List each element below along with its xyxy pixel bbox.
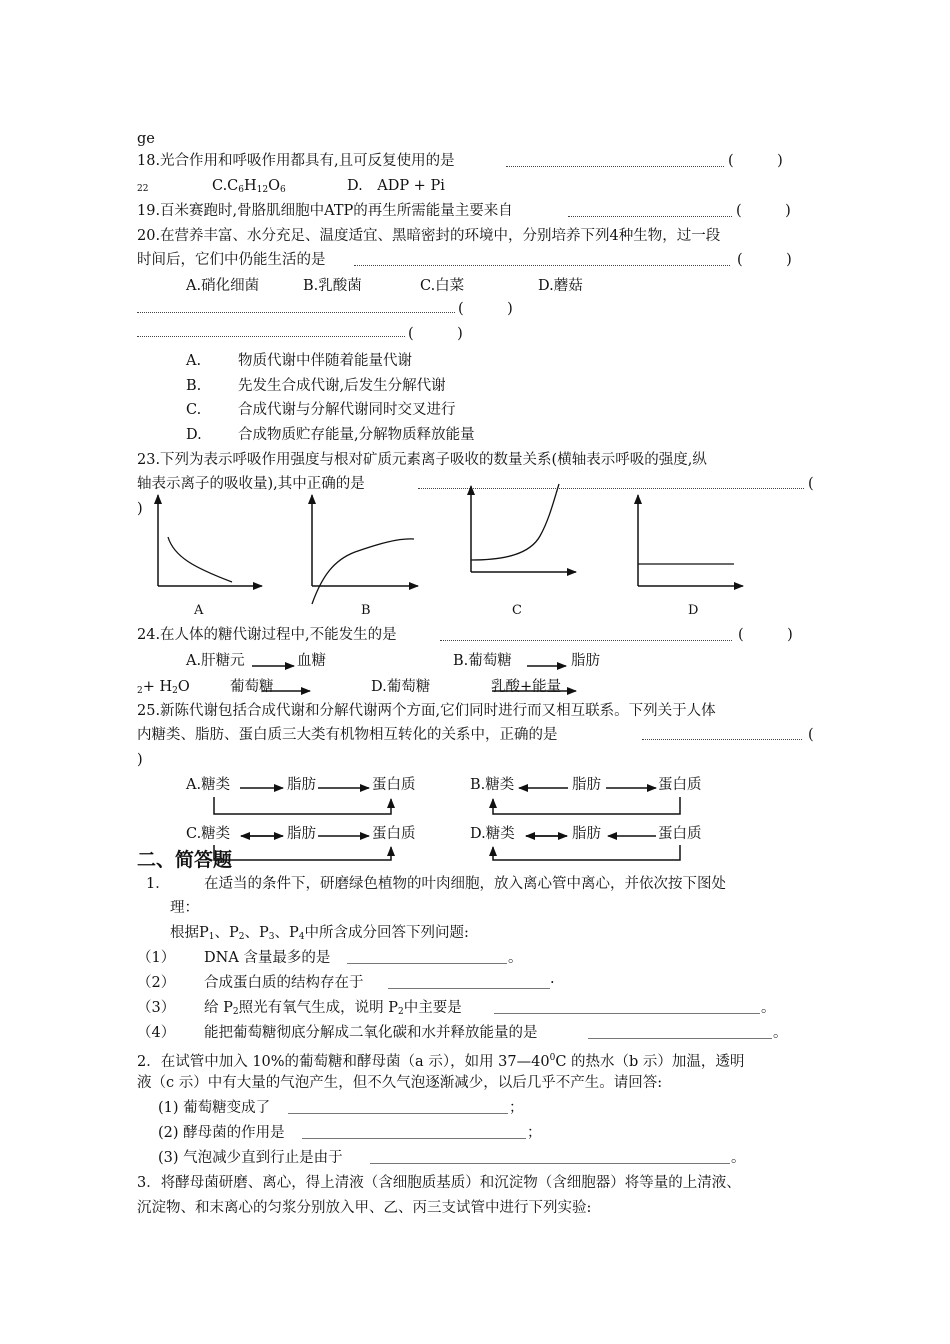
s1-item1-period: 。 [508,950,523,966]
s2-item3-end: 。 [731,1150,746,1166]
q23-graph-b [312,495,418,604]
q22-option-d-label: D. [186,427,202,443]
s1-question-line2: 理： [170,900,199,916]
q18-question: 18.光合作用和呼吸作用都具有,且可反复使用的是 [137,153,455,169]
q22-option-b-label: B. [186,378,202,394]
q23-paren-open: ( [808,476,814,492]
q25-b-fat: 脂肪 [572,777,601,793]
q20-question-line1: 20.在营养丰富、水分充足、温度适宜、黑暗密封的环境中，分别培养下列4种生物，过一段 [137,228,721,244]
q22-option-c-text: 合成代谢与分解代谢同时交叉进行 [238,402,456,418]
q25-b-carbohydrate: B.糖类 [470,777,515,793]
q24-option-c-to: 葡萄糖 [230,679,274,695]
s1-intro: 根据$P_1$、$P_2$、$P_3$、$P_4$中所含成分回答下列问题: [170,925,469,942]
q25-question-line2: 内糖类、脂肪、蛋白质三大类有机物相互转化的关系中，正确的是 [137,727,558,743]
q24-answer-paren: ( ) [738,627,793,643]
q23-graph-label-c: C [512,603,522,618]
q23-graph-a [158,495,262,586]
s2-item3-blank[interactable] [370,1163,730,1164]
s2-question-line2: 液（c 示）中有大量的气泡产生，但不久气泡逐渐减少，以后几乎不产生。请回答: [137,1075,663,1091]
q24-option-b-to: 脂肪 [571,653,600,669]
q24-option-a-from: A.肝糖元 [186,653,245,669]
q25-b-protein: 蛋白质 [658,777,702,793]
q23-graph-d [638,495,743,586]
q22-option-c-label: C. [186,402,202,418]
s2-item3-text: (3) 气泡减少直到行止是由于 [158,1150,343,1166]
q25-c-protein: 蛋白质 [372,826,416,842]
q25-d-carbohydrate: D.糖类 [470,826,515,842]
q25-a-protein: 蛋白质 [372,777,416,793]
s2-item2-end: ； [527,1125,542,1141]
q25-d-fat: 脂肪 [572,826,601,842]
s2-item2-text: (2) 酵母菌的作用是 [158,1125,285,1141]
q24-dotted-leader [440,640,732,641]
q24-question: 24.在人体的糖代谢过程中,不能发生的是 [137,627,397,643]
s1-item4-period: 。 [773,1025,788,1041]
q23-question-line1: 23.下列为表示呼吸作用强度与根对矿质元素离子吸收的数量关系(横轴表示呼吸的强度,纵 [137,452,707,468]
s1-item1-text: DNA 含量最多的是 [204,950,331,966]
q23-graph-label-b: B [361,603,371,618]
q22-option-d-text: 合成物质贮存能量,分解物质释放能量 [238,427,475,443]
s1-item4-blank[interactable] [588,1038,772,1039]
q25-question-line1: 25.新陈代谢包括合成代谢和分解代谢两个方面,它们同时进行而又相互联系。下列关于人体 [137,703,716,719]
q20-option-b: B.乳酸菌 [303,278,362,294]
q20-answer-paren: ( ) [737,252,792,268]
q25-a-carbohydrate: A.糖类 [186,777,231,793]
q24-option-d-from: D.葡萄糖 [371,679,431,695]
q20-option-d: D.蘑菇 [538,278,583,294]
q23-graph-label-a: A [194,603,204,618]
s1-item3-blank[interactable] [494,1013,760,1014]
s2-question-line1: 2．在试管中加入 10%的葡萄糖和酵母菌（a 示），如用 $37—40^0C$ 的热水（b 示）加温，透明 [137,1053,745,1070]
q18-option-c: $C.C_6H_{12}O_6$ [212,178,286,195]
q24-option-d-to: 乳酸+能量 [491,679,562,695]
s3-question-line1: 3．将酵母菌研磨、离心，得上清液（含细胞质基质）和沉淀物（含细胞器）将等量的上清液、 [137,1175,741,1191]
s1-item1-number: （1） [137,950,176,966]
q25-paren-open: ( [808,727,814,743]
s1-item4-number: （4） [137,1025,176,1041]
s3-question-line2: 沉淀物、和末离心的匀浆分别放入甲、乙、丙三支试管中进行下列实验: [137,1200,592,1216]
fragment-sub22: 22 [137,184,149,194]
page-fragment-text: ge [137,131,155,147]
s1-item1-blank[interactable] [347,963,507,964]
q18-answer-paren: ( ) [728,153,783,169]
s1-question-line1: 在适当的条件下，研磨绿色植物的叶肉细胞，放入离心管中离心，并依次按下图处 [204,876,726,892]
q22-answer-paren: ( ) [408,326,463,342]
s2-item2-blank[interactable] [302,1138,526,1139]
section-title-short-answer: 二、简答题 [137,849,233,871]
q23-graph-label-d: D [688,603,699,618]
s1-item3-period: 。 [761,1000,776,1016]
q24-option-a-to: 血糖 [297,653,326,669]
q24-option-b-from: B.葡萄糖 [453,653,512,669]
q18-option-d: D. ADP + Pi [347,178,445,194]
q24-option-c-prefix: $_2+ H_2O$ [137,679,190,696]
s1-item2-number: （2） [137,975,176,991]
s1-item4-text: 能把葡萄糖彻底分解成二氧化碳和水并释放能量的是 [204,1025,538,1041]
q25-d-protein: 蛋白质 [658,826,702,842]
q19-question: 19.百米赛跑时,骨胳肌细胞中ATP的再生所需能量主要来自 [137,203,513,219]
q22-option-a-label: A. [186,353,202,369]
q20-option-c: C.白菜 [420,278,465,294]
s1-item2-text: 合成蛋白质的结构存在于 [204,975,364,991]
s1-number: 1． [146,876,170,892]
s1-item2-blank[interactable] [388,988,550,989]
q25-dotted-leader [642,739,802,740]
q20-option-a: A.硝化细菌 [186,278,260,294]
q23-question-line2: 轴表示离子的吸收量),其中正确的是 [137,476,365,492]
q23-graph-c [471,484,576,572]
q20-question-line2: 时间后，它们中仍能生活的是 [137,252,326,268]
q22-option-b-text: 先发生合成代谢,后发生分解代谢 [238,378,446,394]
s1-item3-number: （3） [137,1000,176,1016]
s1-item3-text: 给 $P_2$照光有氧气生成，说明 $P_2$中主要是 [204,1000,462,1017]
q25-c-carbohydrate: C.糖类 [186,826,231,842]
s2-item1-blank[interactable] [288,1113,508,1114]
q22-option-a-text: 物质代谢中伴随着能量代谢 [238,353,412,369]
s1-item2-dot: · [550,975,555,991]
s2-item1-text: (1) 葡萄糖变成了 [158,1100,271,1116]
q25-a-fat: 脂肪 [287,777,316,793]
q25-c-fat: 脂肪 [287,826,316,842]
q21-answer-paren: ( ) [458,301,513,317]
q19-answer-paren: ( ) [736,203,791,219]
q25-paren-close: ) [137,752,143,768]
q23-paren-close: ) [137,501,143,517]
s2-item1-end: ； [509,1100,524,1116]
